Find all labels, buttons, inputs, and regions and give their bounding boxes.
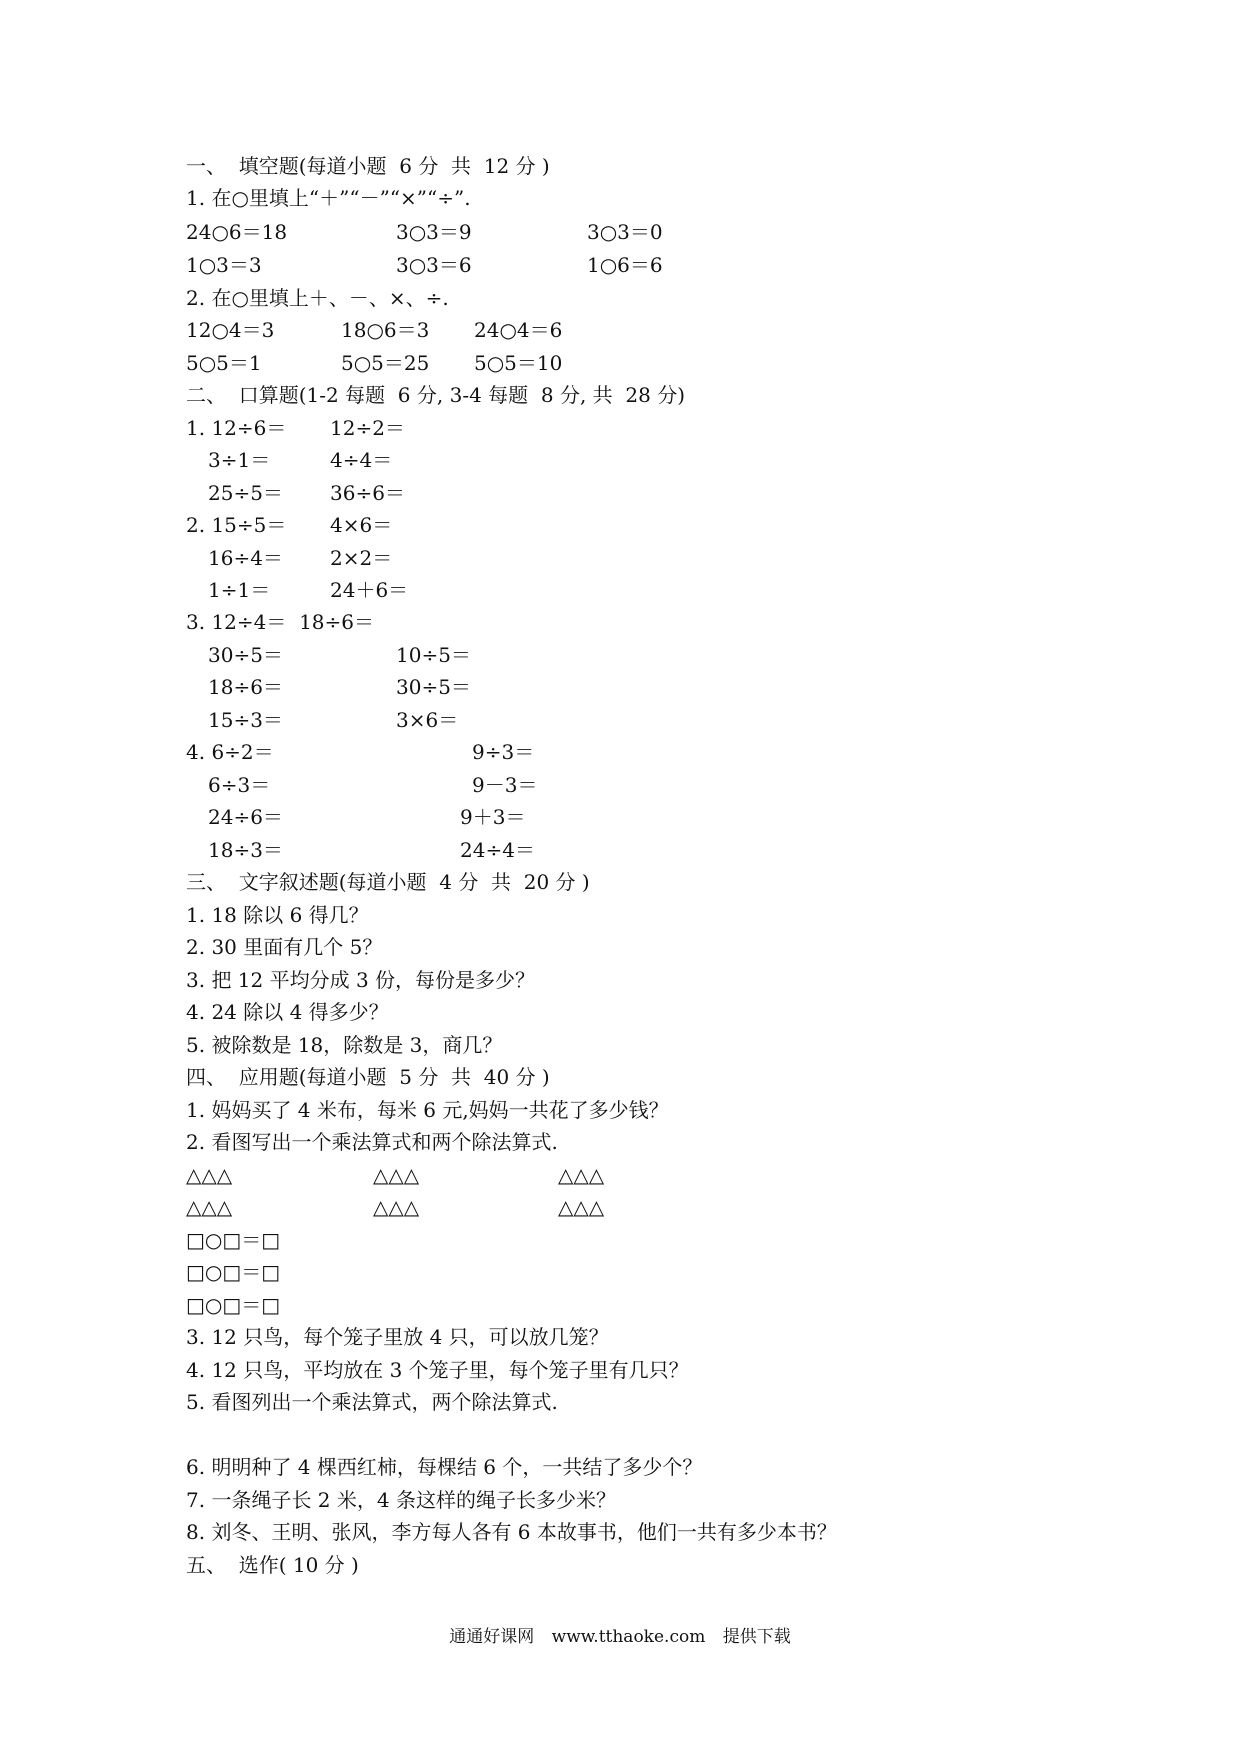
s4-q2: 2. 看图写出一个乘法算式和两个除法算式. bbox=[186, 1130, 558, 1154]
s1-q2-eq: 12○4＝3 bbox=[186, 318, 275, 342]
s1-q1-eq: 1○3＝3 bbox=[186, 253, 262, 277]
s4-q7: 7. 一条绳子长 2 米，4 条这样的绳子长多少米？ bbox=[186, 1488, 616, 1512]
s2-eq: 12÷2＝ bbox=[330, 416, 405, 440]
triangle-group: △△△ bbox=[558, 1163, 605, 1187]
s2-eq: 24÷6＝ bbox=[208, 805, 283, 829]
s3-item: 4. 24 除以 4 得多少？ bbox=[186, 1000, 389, 1024]
blank-equation: □○□＝□ bbox=[186, 1293, 281, 1317]
s1-q1-eq: 1○6＝6 bbox=[587, 253, 663, 277]
s4-q6: 6. 明明种了 4 棵西红柿，每棵结 6 个，一共结了多少个？ bbox=[186, 1455, 703, 1479]
s2-eq: 30÷5＝ bbox=[208, 643, 283, 667]
triangle-group: △△△ bbox=[373, 1195, 420, 1219]
blank-equation: □○□＝□ bbox=[186, 1228, 281, 1252]
s2-eq: 3. 12÷4＝ 18÷6＝ bbox=[186, 610, 375, 634]
footer-site-name: 通通好课网 bbox=[449, 1627, 535, 1647]
s2-eq: 18÷6＝ bbox=[208, 675, 283, 699]
s1-q1-eq: 24○6＝18 bbox=[186, 220, 288, 244]
s1-q2-eq: 18○6＝3 bbox=[341, 318, 430, 342]
s2-eq: 24＋6＝ bbox=[330, 578, 409, 602]
s2-eq: 3÷1＝ bbox=[208, 448, 271, 472]
s2-eq: 25÷5＝ bbox=[208, 481, 283, 505]
s2-eq: 9＋3＝ bbox=[460, 805, 526, 829]
s4-q8: 8. 刘冬、王明、张风，李方每人各有 6 本故事书，他们一共有多少本书？ bbox=[186, 1520, 837, 1544]
s2-eq: 9－3＝ bbox=[472, 773, 538, 797]
s1-q1-eq: 3○3＝0 bbox=[587, 220, 663, 244]
blank-equation: □○□＝□ bbox=[186, 1260, 281, 1284]
s4-q5: 5. 看图列出一个乘法算式，两个除法算式. bbox=[186, 1390, 558, 1414]
s2-eq: 16÷4＝ bbox=[208, 546, 283, 570]
s1-q1-prompt: 1. 在○里填上“＋”“－”“×”“÷”. bbox=[186, 186, 471, 210]
triangle-group: △△△ bbox=[373, 1163, 420, 1187]
s4-q4: 4. 12 只鸟，平均放在 3 个笼子里，每个笼子里有几只？ bbox=[186, 1358, 689, 1382]
s2-eq: 4×6＝ bbox=[330, 513, 393, 537]
footer-url: www.tthaoke.com bbox=[551, 1627, 706, 1647]
s3-item: 1. 18 除以 6 得几？ bbox=[186, 903, 369, 927]
section-3-heading: 三、 文字叙述题(每道小题 4 分 共 20 分 ) bbox=[186, 870, 590, 894]
section-4-heading: 四、 应用题(每道小题 5 分 共 40 分 ) bbox=[186, 1065, 550, 1089]
s1-q2-prompt: 2. 在○里填上＋、－、×、÷. bbox=[186, 286, 449, 310]
s1-q2-eq: 24○4＝6 bbox=[474, 318, 563, 342]
s1-q1-eq: 3○3＝6 bbox=[396, 253, 472, 277]
s2-eq: 1. 12÷6＝ bbox=[186, 416, 287, 440]
s1-q1-eq: 3○3＝9 bbox=[396, 220, 472, 244]
s2-eq: 30÷5＝ bbox=[396, 675, 471, 699]
s2-eq: 2×2＝ bbox=[330, 546, 393, 570]
s3-item: 3. 把 12 平均分成 3 份，每份是多少？ bbox=[186, 968, 536, 992]
s1-q2-eq: 5○5＝1 bbox=[186, 351, 262, 375]
s2-eq: 36÷6＝ bbox=[330, 481, 405, 505]
s2-eq: 2. 15÷5＝ bbox=[186, 513, 287, 537]
page-footer bbox=[0, 1625, 1240, 1649]
s3-item: 5. 被除数是 18，除数是 3，商几？ bbox=[186, 1033, 503, 1057]
footer-note: 提供下载 bbox=[722, 1627, 791, 1647]
s2-eq: 9÷3＝ bbox=[472, 740, 535, 764]
s1-q2-eq: 5○5＝10 bbox=[474, 351, 563, 375]
triangle-group: △△△ bbox=[186, 1163, 233, 1187]
s1-q2-eq: 5○5＝25 bbox=[341, 351, 430, 375]
s2-eq: 15÷3＝ bbox=[208, 708, 283, 732]
s4-q3: 3. 12 只鸟，每个笼子里放 4 只，可以放几笼？ bbox=[186, 1325, 609, 1349]
s3-item: 2. 30 里面有几个 5？ bbox=[186, 935, 383, 959]
section-5-heading: 五、 选作( 10 分 ) bbox=[186, 1553, 359, 1577]
s2-eq: 10÷5＝ bbox=[396, 643, 471, 667]
section-1-heading: 一、 填空题(每道小题 6 分 共 12 分 ) bbox=[186, 154, 550, 178]
s2-eq: 4. 6÷2＝ bbox=[186, 740, 274, 764]
s2-eq: 6÷3＝ bbox=[208, 773, 271, 797]
triangle-group: △△△ bbox=[558, 1195, 605, 1219]
triangle-group: △△△ bbox=[186, 1195, 233, 1219]
s2-eq: 18÷3＝ bbox=[208, 838, 283, 862]
s2-eq: 3×6＝ bbox=[396, 708, 459, 732]
s2-eq: 1÷1＝ bbox=[208, 578, 271, 602]
section-2-heading: 二、 口算题(1-2 每题 6 分, 3-4 每题 8 分, 共 28 分) bbox=[186, 383, 685, 407]
s2-eq: 4÷4＝ bbox=[330, 448, 393, 472]
s2-eq: 24÷4＝ bbox=[460, 838, 535, 862]
s4-q1: 1. 妈妈买了 4 米布，每米 6 元,妈妈一共花了多少钱？ bbox=[186, 1098, 669, 1122]
